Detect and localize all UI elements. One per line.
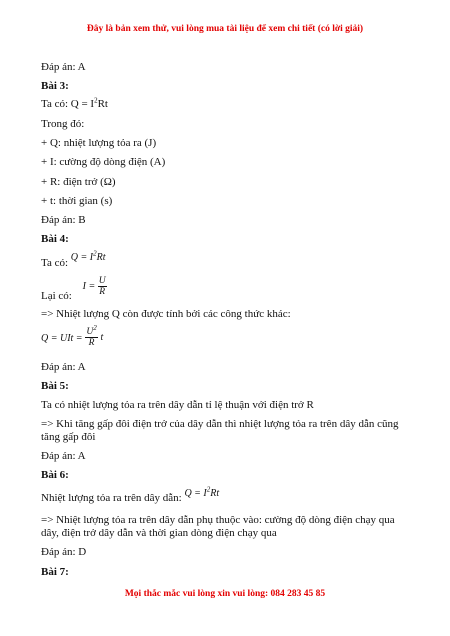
list-item: + t: thời gian (s) <box>41 195 113 207</box>
fraction-u2-over-r: $\frac{U^2}{R}$ <box>86 323 97 348</box>
formula-prefix: Ta có: Q = I <box>41 98 95 110</box>
formula-exponent: 2 <box>94 96 98 105</box>
paragraph-line: tăng gấp đôi <box>41 431 96 443</box>
paragraph-line: => Khi tăng gấp đôi điện trở của dây dẫn thì nhiệt lượng tỏa ra trên dây dẫn cũng <box>41 418 399 430</box>
section-title-bai-7: Bài 7: <box>41 566 69 578</box>
section-title-bai-6: Bài 6: <box>41 469 69 481</box>
formula-i-equals: I = $\frac{U}{R}$ <box>82 276 106 297</box>
paragraph-line: Ta có nhiệt lượng tỏa ra trên dây dẫn tỉ lệ thuận với điện trở R <box>41 399 314 411</box>
formula-q-uit: Q = UIt = $\frac{U^2}{R}$ t <box>41 323 104 348</box>
formula-line <box>41 485 220 504</box>
contact-footer: Mọi thắc mắc vui lòng xin vui lòng: 084 283 45 85 <box>124 589 326 599</box>
list-item: + I: cường độ dòng điện (A) <box>41 156 166 168</box>
formula-q-i2rt: $Q = I^2Rt$ <box>70 249 106 263</box>
formula-q-i2rt: $Q = I^2Rt$ <box>184 485 220 499</box>
ta-co-line <box>41 249 106 269</box>
lai-co-label: Lại có: <box>41 289 72 302</box>
section-title-bai-4: Bài 4: <box>41 233 69 245</box>
list-item: + Q: nhiệt lượng tỏa ra (J) <box>41 137 157 149</box>
answer-line: Đáp án: A <box>41 450 86 462</box>
preview-notice: Đây là bản xem thử, vui lòng mua tài liệu để xem chi tiết (có lời giải) <box>86 24 364 34</box>
formula-line <box>41 98 108 111</box>
ta-co-label: Ta có: <box>41 257 69 269</box>
lai-co-line <box>41 276 107 302</box>
answer-line: Đáp án: A <box>41 361 86 373</box>
heat-label: Nhiệt lượng tỏa ra trên dây dẫn: <box>41 492 182 504</box>
where-label: Trong đó: <box>41 118 85 130</box>
section-title-bai-3: Bài 3: <box>41 80 69 92</box>
arrow-line: => Nhiệt lượng Q còn được tính bởi các công thức khác: <box>41 308 291 320</box>
fraction-u-over-r: $\frac{U}{R}$ <box>98 276 106 297</box>
formula-suffix: Rt <box>97 98 108 110</box>
paragraph-line: dây, điện trở dây dẫn và thời gian dòng điện chạy qua <box>41 527 277 539</box>
paragraph-line: => Nhiệt lượng tỏa ra trên dây dẫn phụ thuộc vào: cường độ dòng điện chạy qua <box>41 514 395 526</box>
answer-line: Đáp án: B <box>41 214 86 226</box>
answer-line: Đáp án: A <box>41 61 86 73</box>
answer-line: Đáp án: D <box>41 546 87 558</box>
list-item: + R: điện trở (Ω) <box>41 176 116 188</box>
section-title-bai-5: Bài 5: <box>41 380 69 392</box>
